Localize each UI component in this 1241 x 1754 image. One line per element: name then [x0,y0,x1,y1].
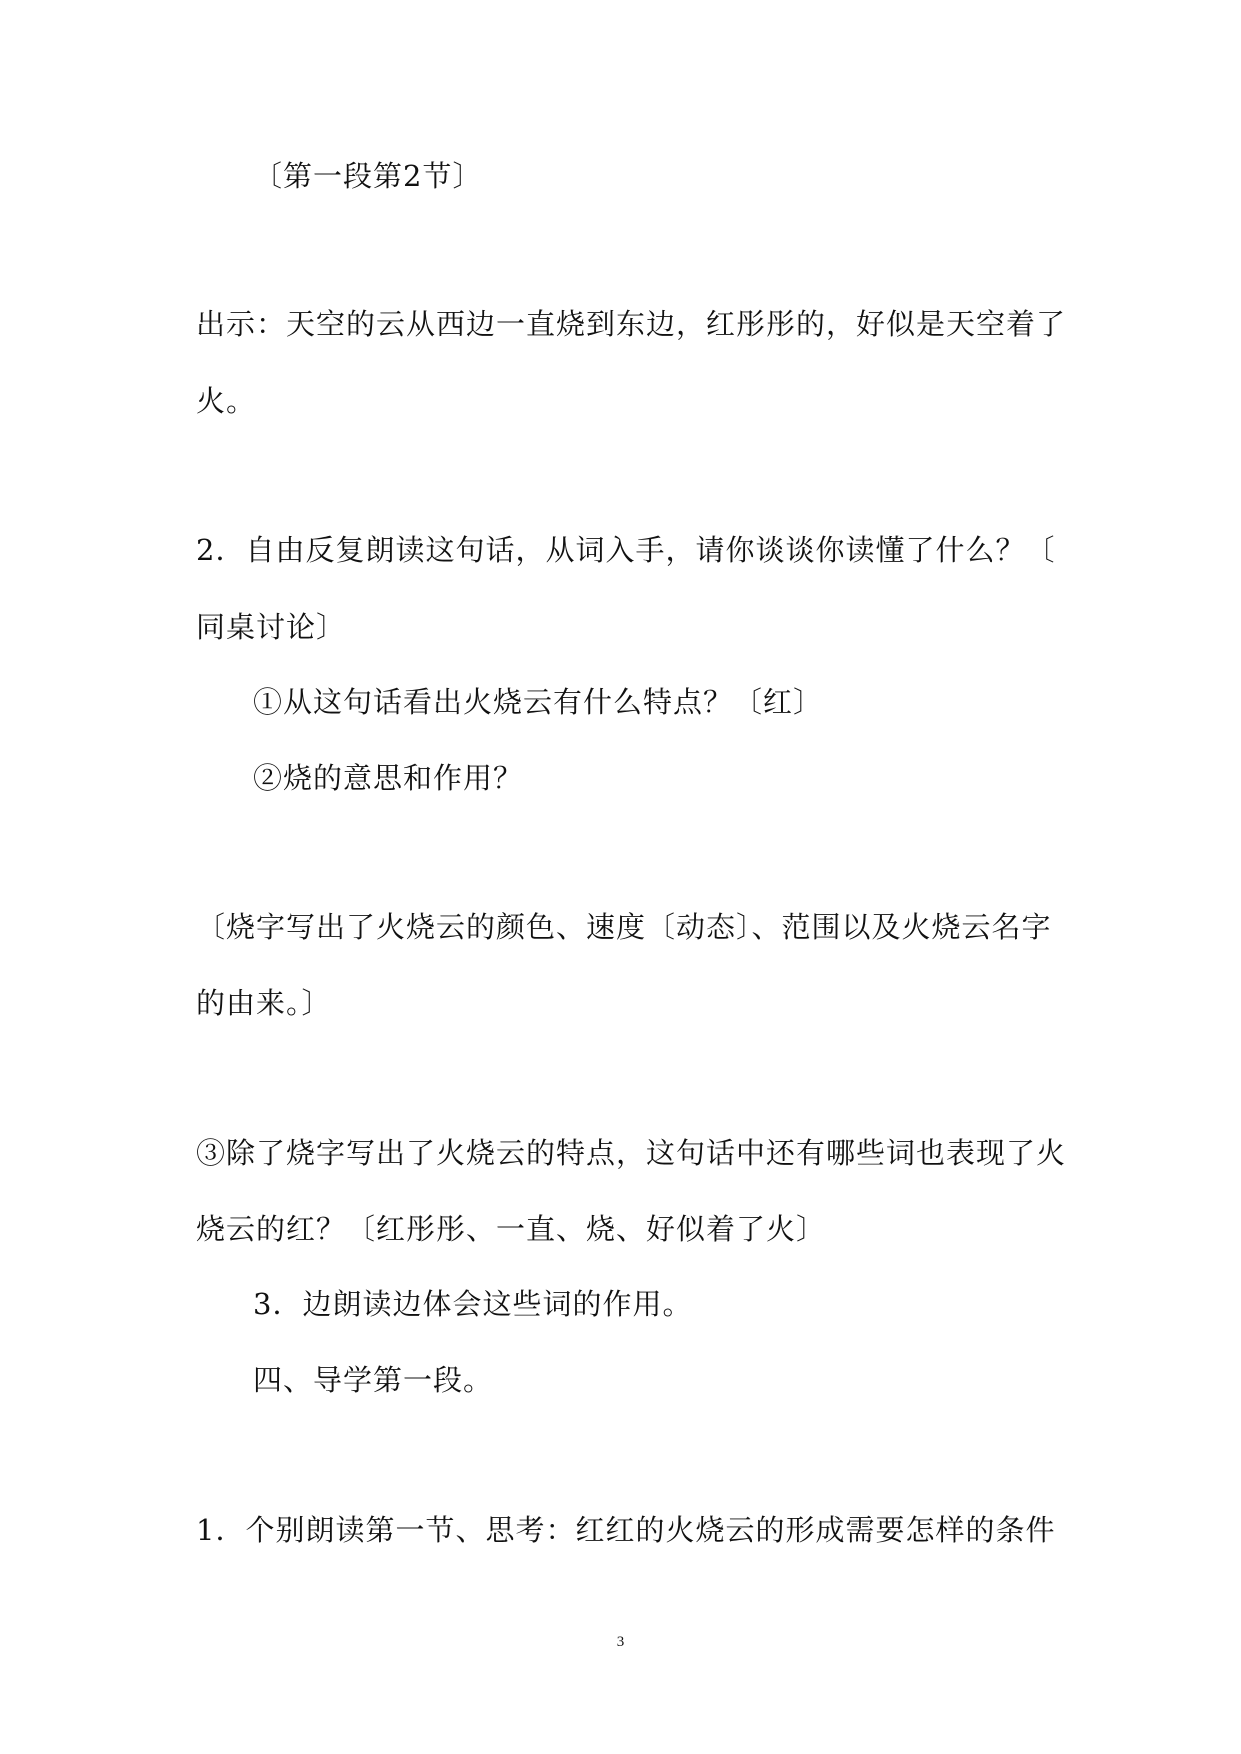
section-heading: 〔第一段第2节〕 [253,159,483,193]
paragraph-line: 同桌讨论〕 [196,610,347,644]
section-heading: 四、导学第一段。 [253,1363,494,1397]
paragraph-line: 〔烧字写出了火烧云的颜色、速度〔动态〕、范围以及火烧云名字 [196,910,1052,944]
list-item: ①从这句话看出火烧云有什么特点？〔红〕 [253,685,824,719]
paragraph-line: 1．个别朗读第一节、思考：红红的火烧云的形成需要怎样的条件 [196,1513,1056,1547]
paragraph-line: 火。 [196,384,257,418]
paragraph-line: 2．自由反复朗读这句话，从词入手，请你谈谈你读懂了什么？〔 [196,533,1056,567]
paragraph-line: 烧云的红？〔红彤彤、一直、烧、好似着了火〕 [196,1212,827,1246]
list-item: ②烧的意思和作用？ [253,761,524,795]
page-number: 3 [616,1634,625,1650]
list-item: 3．边朗读边体会这些词的作用。 [253,1287,693,1321]
paragraph-line: 的由来。〕 [196,986,332,1020]
paragraph-line: ③除了烧字写出了火烧云的特点，这句话中还有哪些词也表现了火 [196,1136,1067,1170]
paragraph-line: 出示：天空的云从西边一直烧到东边，红彤彤的，好似是天空着了 [196,307,1067,341]
